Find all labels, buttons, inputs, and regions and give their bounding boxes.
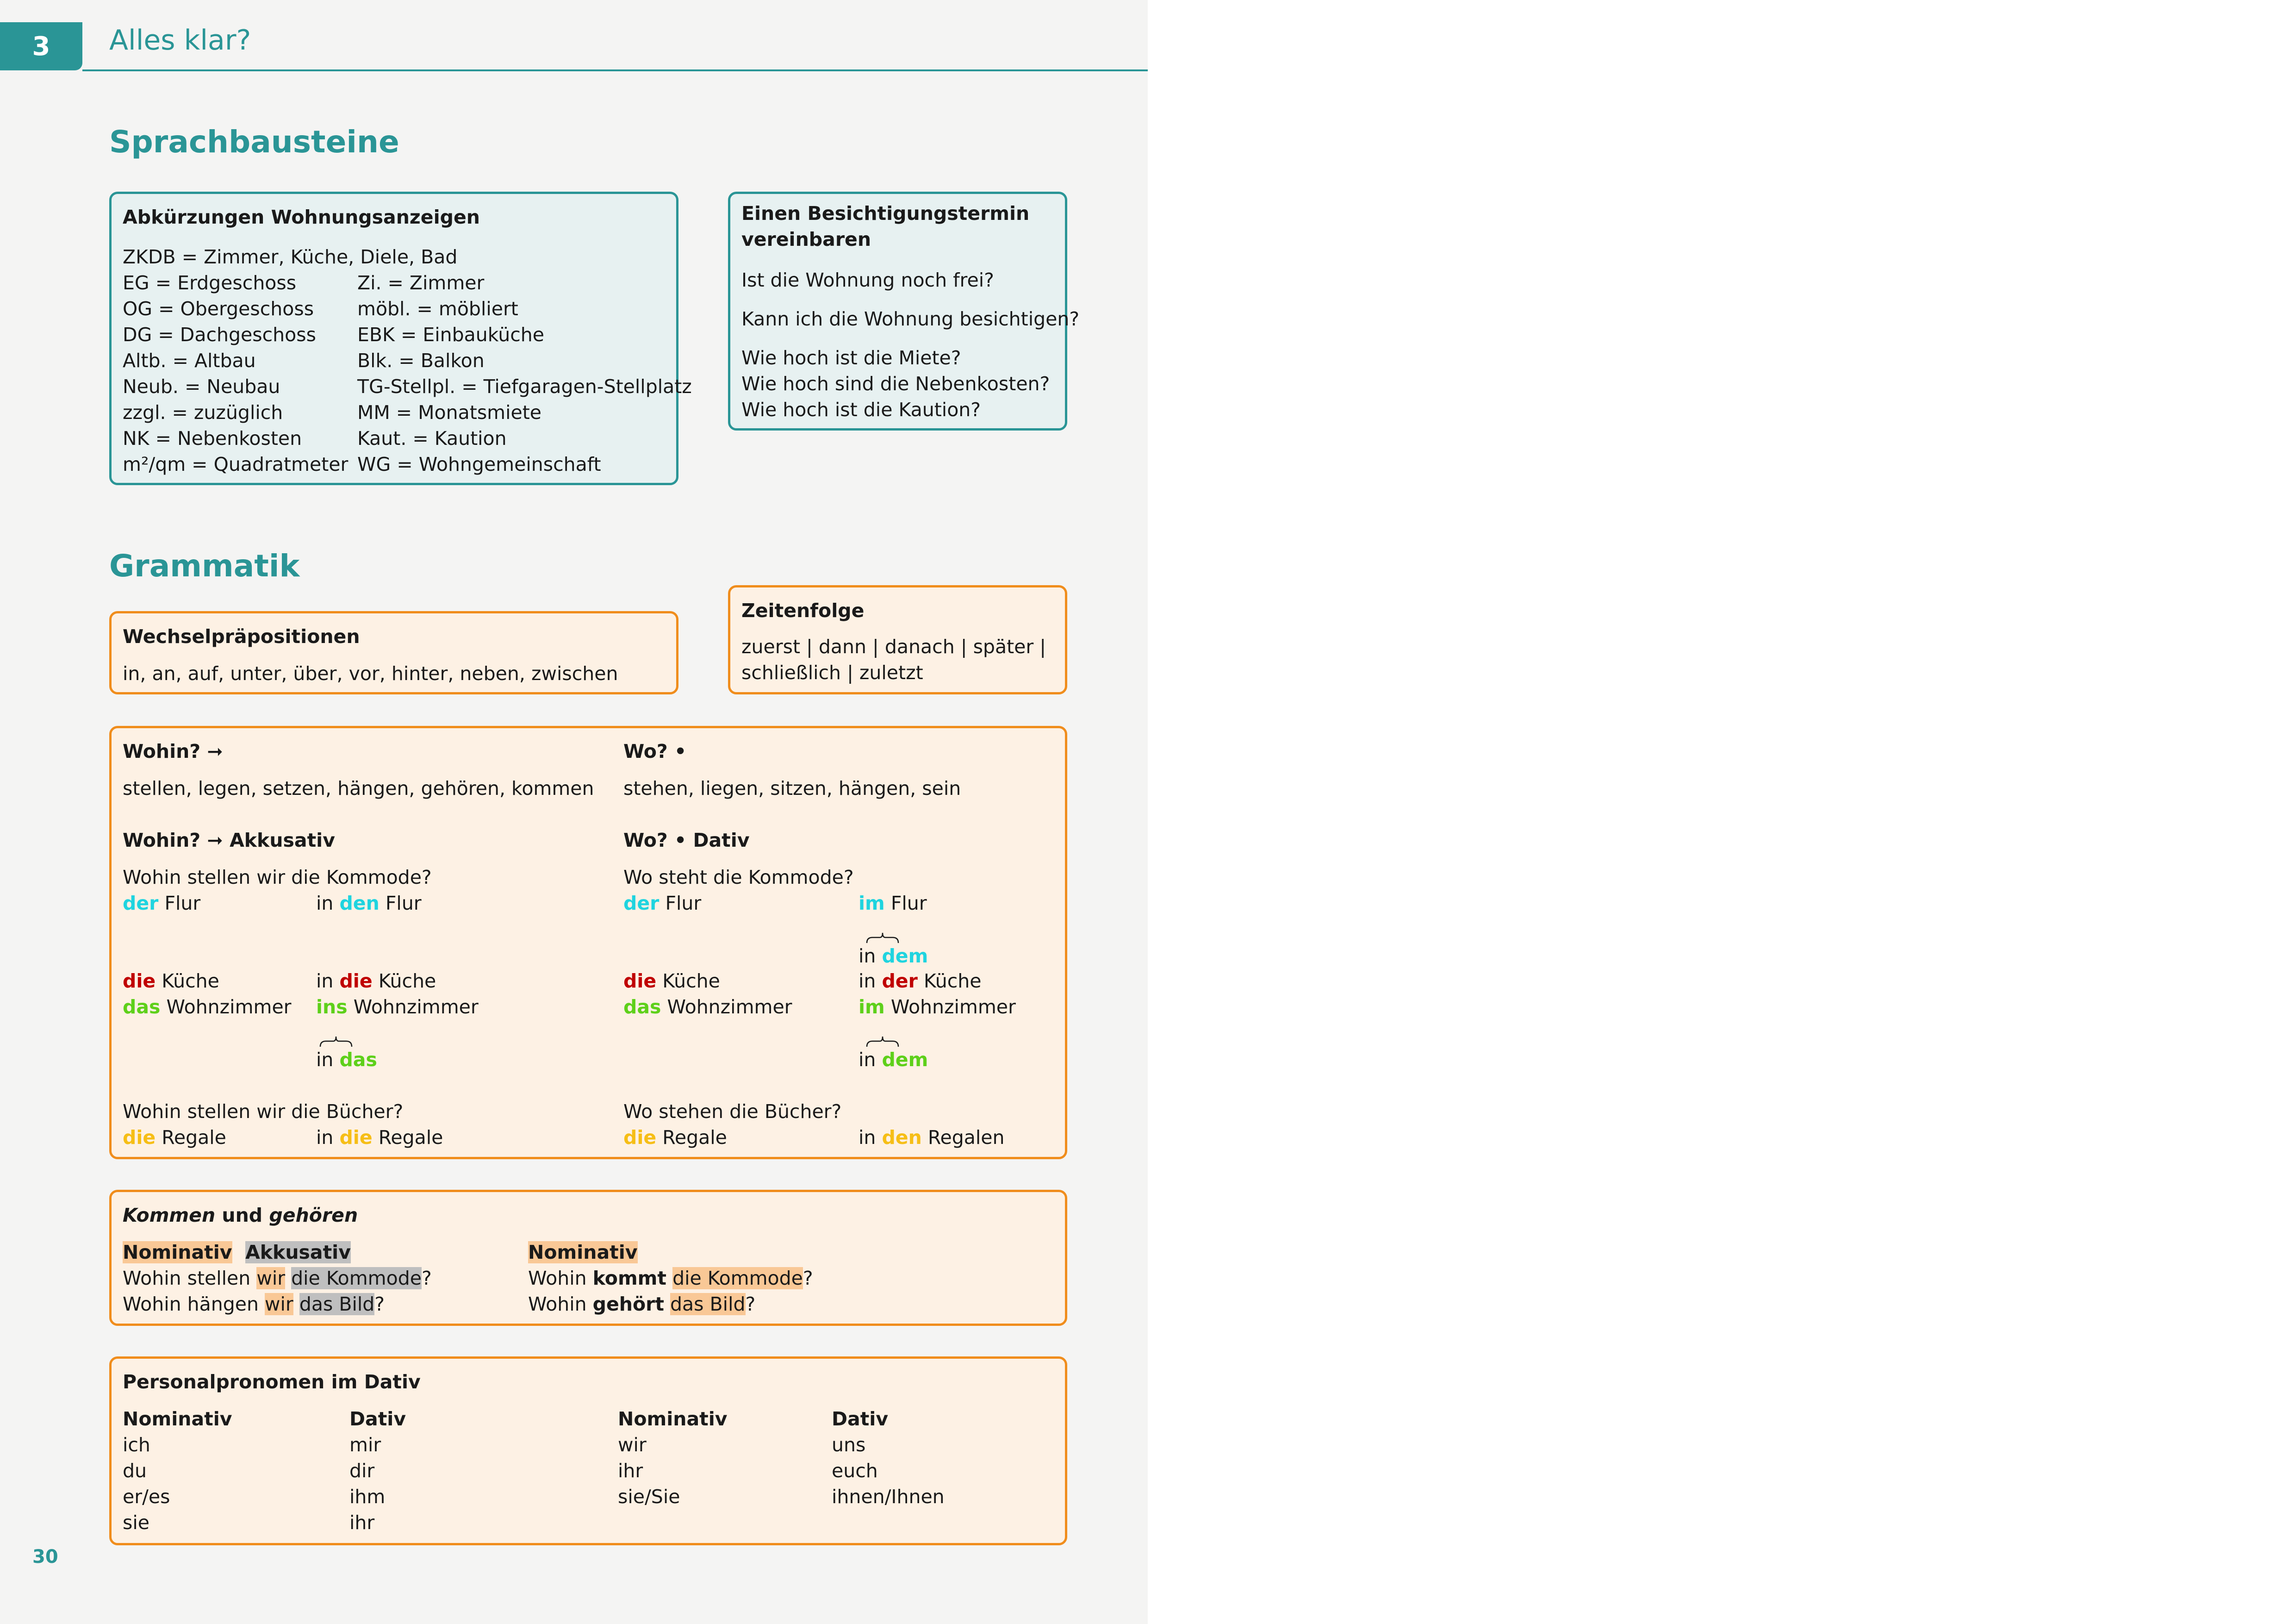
example-nominativ [623, 890, 701, 916]
example-dativ [859, 994, 1016, 1020]
abbreviation-item: Neub. = Neubau [123, 375, 280, 398]
abbreviation-item: WG = Wohngemeinschaft [357, 453, 601, 475]
personalpronomen-box [109, 1356, 1067, 1545]
appointment-question: Kann ich die Wohnung besichtigen? [741, 308, 1080, 330]
sentence-part: Wohin hängen [123, 1293, 265, 1315]
dativ-heading-question: Wo? • [623, 829, 687, 851]
wechselpraepositionen-list: in, an, auf, unter, über, vor, hinter, neben, zwischen [123, 662, 618, 685]
sentence-part: ? [374, 1293, 385, 1315]
wo-verbs: stehen, liegen, sitzen, hängen, sein [623, 777, 961, 800]
subject: wir [256, 1267, 286, 1289]
abbreviation-item: DG = Dachgeschoss [123, 324, 316, 346]
chapter-title: Alles klar? [109, 24, 251, 56]
section-title-sprachbausteine: Sprachbausteine [109, 124, 399, 160]
appointment-question: Ist die Wohnung noch frei? [741, 269, 994, 291]
abbreviation-left-list [123, 270, 348, 477]
noun: Küche [662, 970, 720, 992]
abbreviation-item: Kaut. = Kaution [357, 427, 507, 450]
example-nominativ [623, 1124, 727, 1150]
kommen-gehoeren-heading [123, 1202, 358, 1228]
wohin-wo-box [109, 726, 1067, 1159]
noun: Regale [162, 1126, 226, 1149]
zeitenfolge-heading: Zeitenfolge [741, 600, 865, 622]
column-header: Dativ [832, 1408, 889, 1430]
pronoun: wir [618, 1434, 647, 1456]
verb: gehört [592, 1293, 664, 1315]
akkusativ-heading [123, 827, 335, 853]
column-header: Dativ [349, 1408, 406, 1430]
example-akkusativ [316, 890, 422, 916]
sentence-part: ? [803, 1267, 813, 1289]
pronoun-column-nominativ-plural [618, 1406, 728, 1510]
noun: Wohnzimmer [667, 996, 792, 1018]
akkusativ-heading-case: Akkusativ [230, 829, 335, 851]
abbreviation-item: m²/qm = Quadratmeter [123, 453, 348, 475]
sentence-part: Wohin [528, 1293, 593, 1315]
abbreviation-item: EG = Erdgeschoss [123, 272, 297, 294]
appointment-question: Wie hoch ist die Kaution? [741, 399, 981, 421]
heading-conjunction: und [222, 1204, 263, 1226]
heading-verb: Kommen [123, 1204, 216, 1226]
noun: Küche [162, 970, 219, 992]
case-labels [123, 1239, 351, 1265]
preposition: in [859, 1049, 876, 1071]
abbreviation-full-row: ZKDB = Zimmer, Küche, Diele, Bad [123, 246, 458, 268]
abbreviation-item: EBK = Einbauküche [357, 324, 544, 346]
pronoun: ihnen/Ihnen [832, 1486, 945, 1508]
pronoun: sie [123, 1512, 149, 1534]
abbreviation-item: Zi. = Zimmer [357, 272, 485, 294]
abbreviation-item: Altb. = Altbau [123, 350, 256, 372]
noun: Regale [662, 1126, 727, 1149]
article: den [339, 892, 380, 914]
article: im [859, 892, 885, 914]
contraction-expansion [316, 1047, 377, 1073]
verb: kommt [592, 1267, 667, 1289]
pronoun: ihm [349, 1486, 386, 1508]
preposition: in [316, 892, 334, 914]
pronoun: ich [123, 1434, 150, 1456]
article: der [623, 892, 660, 914]
object: die Kommode [291, 1267, 422, 1289]
case-labels [528, 1239, 638, 1265]
zeitenfolge-line: zuerst | dann | danach | später | [741, 636, 1046, 658]
example-sentence [528, 1265, 813, 1291]
pronoun: er/es [123, 1486, 170, 1508]
preposition: in [316, 1049, 334, 1071]
example-sentence [123, 1265, 432, 1291]
appointment-heading-line: Einen Besichtigungstermin [741, 202, 1030, 225]
akkusativ-heading-question: Wohin? ➞ [123, 829, 223, 851]
example-akkusativ [316, 994, 479, 1020]
pronoun: du [123, 1460, 147, 1482]
dativ-heading-case: Dativ [693, 829, 750, 851]
pronoun: dir [349, 1460, 375, 1482]
pronoun-column-dativ [349, 1406, 406, 1536]
column-header: Nominativ [618, 1408, 728, 1430]
subject: die Kommode [672, 1267, 803, 1289]
pronoun: mir [349, 1434, 381, 1456]
example-dativ [859, 1124, 1004, 1150]
abbreviation-item: zzgl. = zuzüglich [123, 401, 283, 424]
chapter-number-tab [0, 22, 82, 70]
sentence-part: Wohin [528, 1267, 593, 1289]
pronoun: ihr [349, 1512, 375, 1534]
preposition: in [859, 970, 876, 992]
article: das [623, 996, 661, 1018]
example-sentence [123, 1291, 385, 1317]
example-nominativ [623, 994, 792, 1020]
object: das Bild [299, 1293, 375, 1315]
page-number: 30 [32, 1546, 58, 1568]
sentence-part: ? [745, 1293, 756, 1315]
noun: Küche [378, 970, 436, 992]
example-nominativ [123, 1124, 226, 1150]
chapter-number: 3 [32, 31, 50, 62]
article: den [882, 1126, 922, 1149]
abbreviation-item: NK = Nebenkosten [123, 427, 302, 450]
contraction-brace [866, 932, 899, 944]
article: der [882, 970, 918, 992]
nominativ-label: Nominativ [528, 1241, 638, 1263]
example-sentence [528, 1291, 755, 1317]
abbreviation-item: OG = Obergeschoss [123, 298, 314, 320]
article: dem [882, 945, 928, 967]
dativ-question: Wo steht die Kommode? [623, 866, 854, 888]
article: die [123, 970, 156, 992]
example-nominativ [123, 890, 200, 916]
noun: Flur [890, 892, 927, 914]
article: das [339, 1049, 377, 1071]
akkusativ-label: Akkusativ [245, 1241, 351, 1263]
wo-heading: Wo? • [623, 740, 687, 762]
article: die [623, 970, 657, 992]
personalpronomen-heading: Personalpronomen im Dativ [123, 1371, 421, 1393]
article: die [123, 1126, 156, 1149]
abbreviation-item: möbl. = möbliert [357, 298, 518, 320]
article: das [123, 996, 161, 1018]
kommen-gehoeren-box [109, 1190, 1067, 1326]
noun: Wohnzimmer [890, 996, 1016, 1018]
subject: wir [264, 1293, 293, 1315]
wohin-heading: Wohin? ➞ [123, 740, 223, 762]
section-title-grammatik: Grammatik [109, 548, 300, 584]
example-nominativ [623, 968, 720, 994]
wechselpraepositionen-heading: Wechselpräpositionen [123, 625, 360, 648]
contraction-expansion [859, 943, 928, 969]
article: der [123, 892, 159, 914]
appointment-question: Wie hoch ist die Miete? [741, 347, 961, 369]
sentence-part: ? [421, 1267, 432, 1289]
noun: Küche [923, 970, 982, 992]
contraction-expansion [859, 1047, 928, 1073]
noun: Flur [164, 892, 201, 914]
appointment-heading [741, 200, 1029, 252]
noun: Flur [385, 892, 422, 914]
column-header: Nominativ [123, 1408, 232, 1430]
pronoun: ihr [618, 1460, 643, 1482]
appointment-question: Wie hoch sind die Nebenkosten? [741, 373, 1050, 395]
contraction-brace [319, 1036, 353, 1048]
article: die [623, 1126, 657, 1149]
sentence-part [293, 1293, 299, 1315]
example-dativ [859, 890, 927, 916]
article: die [339, 1126, 373, 1149]
wechselpraepositionen-box [109, 611, 678, 694]
article: ins [316, 996, 348, 1018]
heading-verb: gehören [269, 1204, 358, 1226]
appointment-box [728, 192, 1080, 431]
example-dativ [859, 968, 981, 994]
abbreviation-item: Blk. = Balkon [357, 350, 485, 372]
preposition: in [316, 1126, 334, 1149]
abbreviation-right-list [357, 270, 692, 477]
pronoun: sie/Sie [618, 1486, 680, 1508]
contraction-brace [866, 1036, 899, 1048]
example-akkusativ [316, 968, 436, 994]
noun: Wohnzimmer [353, 996, 479, 1018]
preposition: in [316, 970, 334, 992]
sentence-part [285, 1267, 291, 1289]
article: dem [882, 1049, 928, 1071]
example-nominativ [123, 968, 219, 994]
abbreviations-heading: Abkürzungen Wohnungsanzeigen [123, 206, 480, 228]
abbreviations-box [109, 192, 692, 485]
pronoun: uns [832, 1434, 866, 1456]
preposition: in [859, 1126, 876, 1149]
akkusativ-question: Wohin stellen wir die Bücher? [123, 1100, 404, 1123]
zeitenfolge-line: schließlich | zuletzt [741, 662, 923, 684]
noun: Wohnzimmer [166, 996, 292, 1018]
dativ-question: Wo stehen die Bücher? [623, 1100, 842, 1123]
header-divider [82, 69, 1148, 71]
appointment-heading-line: vereinbaren [741, 228, 871, 250]
zeitenfolge-box [728, 585, 1067, 694]
noun: Regale [378, 1126, 443, 1149]
abbreviation-item: MM = Monatsmiete [357, 401, 542, 424]
preposition: in [859, 945, 876, 967]
abbreviation-item: TG-Stellpl. = Tiefgaragen-Stellplatz [357, 375, 692, 398]
akkusativ-question: Wohin stellen wir die Kommode? [123, 866, 432, 888]
article: im [859, 996, 885, 1018]
example-nominativ [123, 994, 292, 1020]
dativ-heading [623, 827, 750, 853]
noun: Flur [665, 892, 702, 914]
subject: das Bild [670, 1293, 746, 1315]
noun: Regalen [927, 1126, 1005, 1149]
sentence-part [666, 1267, 672, 1289]
nominativ-label: Nominativ [123, 1241, 232, 1263]
article: die [339, 970, 373, 992]
sentence-part [664, 1293, 670, 1315]
pronoun: euch [832, 1460, 878, 1482]
example-akkusativ [316, 1124, 443, 1150]
sentence-part: Wohin stellen [123, 1267, 257, 1289]
pronoun-column-dativ-plural [832, 1406, 945, 1510]
wohin-verbs: stellen, legen, setzen, hängen, gehören, kommen [123, 777, 594, 800]
pronoun-column-nominativ [123, 1406, 232, 1536]
